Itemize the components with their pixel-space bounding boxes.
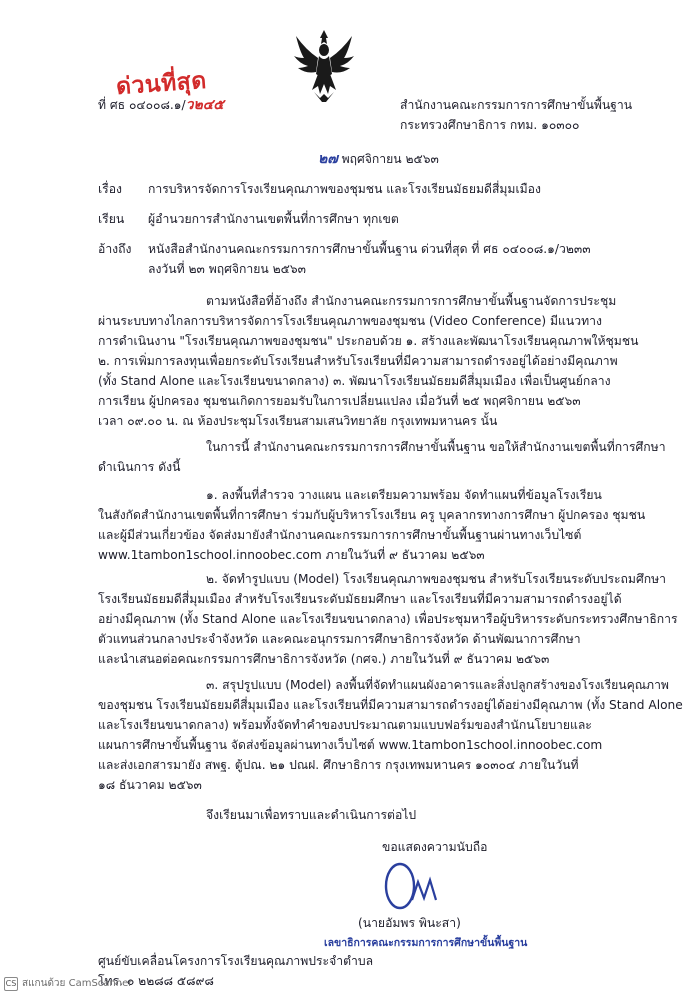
document-date — [318, 150, 439, 168]
item-line: www.1tambon1school.innoobec.com ภายในวันที่ ๙ ธันวาคม ๒๕๖๓ — [98, 548, 485, 562]
issuing-unit: ศูนย์ขับเคลื่อนโครงการโรงเรียนคุณภาพประจำตำบล — [98, 954, 374, 968]
reference-handwritten-number: ว๒๔๕ — [185, 97, 224, 113]
reference-line-1: หนังสือสำนักงานคณะกรรมการการศึกษาขั้นพื้นฐาน ด่วนที่สุด ที่ ศธ ๐๔๐๐๘.๑/ว๒๓๓ — [148, 242, 591, 256]
camscanner-watermark — [4, 976, 132, 991]
reference-number — [98, 96, 224, 114]
item-line: ของชุมชน โรงเรียนมัธยมดีสี่มุมเมือง และโรงเรียนที่มีความสามารถดำรงอยู่ได้อย่างมีคุณภาพ (ทั้ง Stand Alone — [98, 698, 683, 712]
signer-name: (นายอัมพร พินะสา) — [358, 916, 461, 930]
item-line: และผู้มีส่วนเกี่ยวข้อง จัดส่งมายังสำนักงานคณะกรรมการการศึกษาขั้นพื้นฐานผ่านทางเว็บไซต์ — [98, 528, 582, 542]
item-line: ๓. สรุปรูปแบบ (Model) ลงพื้นที่จัดทำแผนผังอาคารและสิ่งปลูกสร้างของโรงเรียนคุณภาพ — [206, 678, 669, 692]
handwritten-signature-icon — [378, 856, 458, 916]
paragraph-line: (ทั้ง Stand Alone และโรงเรียนขนาดกลาง) ๓. พัฒนาโรงเรียนมัธยมดีสี่มุมเมือง เพื่อเป็นศูนย์กลาง — [98, 374, 611, 388]
item-line: และนำเสนอต่อคณะกรรมการศึกษาธิการจังหวัด (กศจ.) ภายในวันที่ ๙ ธันวาคม ๒๕๖๓ — [98, 652, 550, 666]
paragraph-line: ในการนี้ สำนักงานคณะกรรมการการศึกษาขั้นพื้นฐาน ขอให้สำนักงานเขตพื้นที่การศึกษา — [206, 440, 666, 454]
item-line: โรงเรียนมัธยมดีสี่มุมเมือง สำหรับโรงเรียนระดับมัธยมศึกษา และโรงเรียนที่มีความสามารถดำรงอยู่ได้ — [98, 592, 622, 606]
office-name: สำนักงานคณะกรรมการการศึกษาขั้นพื้นฐาน — [400, 98, 633, 112]
regards-text: ขอแสดงความนับถือ — [382, 840, 488, 854]
item-line: ตัวแทนส่วนกลางประจำจังหวัด และคณะอนุกรรมการศึกษาธิการจังหวัด ด้านพัฒนาการศึกษา — [98, 632, 581, 646]
subject-text: การบริหารจัดการโรงเรียนคุณภาพของชุมชน และโรงเรียนมัธยมดีสี่มุมเมือง — [148, 182, 541, 196]
paragraph-line: ๒. การเพิ่มการลงทุนเพื่อยกระดับโรงเรียนสำหรับโรงเรียนที่มีความสามารถดำรงอยู่ได้อย่างมีคุณภาพ — [98, 354, 618, 368]
item-line: ในสังกัดสำนักงานเขตพื้นที่การศึกษา ร่วมกับผู้บริหารโรงเรียน ครู บุคลากรทางการศึกษา ผู้ปกครอง ชุมชน — [98, 508, 646, 522]
date-day-handwritten: ๒๗ — [318, 151, 338, 167]
office-address: กระทรวงศึกษาธิการ กทม. ๑๐๓๐๐ — [400, 118, 580, 132]
paragraph-line: ผ่านระบบทางไกลการบริหารจัดการโรงเรียนคุณภาพของชุมชน (Video Conference) มีแนวทาง — [98, 314, 602, 328]
reference-prefix: ที่ ศธ ๐๔๐๐๘.๑/ — [98, 98, 186, 112]
garuda-emblem-icon — [292, 28, 356, 104]
reference-line-2: ลงวันที่ ๒๓ พฤศจิกายน ๒๕๖๓ — [148, 262, 306, 276]
item-line: และโรงเรียนขนาดกลาง) พร้อมทั้งจัดทำคำของบประมาณตามแบบฟอร์มของสำนักนโยบายและ — [98, 718, 592, 732]
closing-sentence: จึงเรียนมาเพื่อทราบและดำเนินการต่อไป — [206, 808, 417, 822]
paragraph-line: การเรียน ผู้ปกครอง ชุมชนเกิดการยอมรับในการเปลี่ยนแปลง เมื่อวันที่ ๒๕ พฤศจิกายน ๒๕๖๓ — [98, 394, 581, 408]
item-line: แผนการศึกษาขั้นพื้นฐาน จัดส่งข้อมูลผ่านทางเว็บไซต์ www.1tambon1school.innoobec.com — [98, 738, 603, 752]
item-line: อย่างมีคุณภาพ (ทั้ง Stand Alone และโรงเรียนขนาดกลาง) เพื่อประชุมหารือผู้บริหารระดับกระทรวงศึกษาธิการ — [98, 612, 678, 626]
signer-title: เลขาธิการคณะกรรมการการศึกษาขั้นพื้นฐาน — [324, 937, 528, 949]
paragraph-line: ดำเนินการ ดังนี้ — [98, 460, 181, 474]
paragraph-line: การดำเนินงาน "โรงเรียนคุณภาพของชุมชน" ประกอบด้วย ๑. สร้างและพัฒนาโรงเรียนคุณภาพให้ชุมชน — [98, 334, 639, 348]
watermark-text: สแกนด้วย CamScanner — [22, 978, 133, 989]
item-line: และส่งเอกสารมายัง สพฐ. ตู้ปณ. ๒๑ ปณฝ. ศึกษาธิการ กรุงเทพมหานคร ๑๐๓๐๔ ภายในวันที่ — [98, 758, 579, 772]
camscanner-logo-icon: CS — [4, 977, 18, 991]
item-line: ๑๘ ธันวาคม ๒๕๖๓ — [98, 778, 202, 792]
contact-phone: โทร. ๐ ๒๒๘๘ ๕๘๙๘ — [98, 974, 214, 988]
reference-label: อ้างถึง — [98, 242, 132, 256]
paragraph-line: เวลา ๐๙.๐๐ น. ณ ห้องประชุมโรงเรียนสามเสนวิทยาลัย กรุงเทพมหานคร นั้น — [98, 414, 498, 428]
to-label: เรียน — [98, 212, 125, 226]
date-month-year: พฤศจิกายน ๒๕๖๓ — [341, 152, 439, 166]
item-line: ๑. ลงพื้นที่สำรวจ วางแผน และเตรียมความพร้อม จัดทำแผนที่ข้อมูลโรงเรียน — [206, 488, 602, 502]
paragraph-line: ตามหนังสือที่อ้างถึง สำนักงานคณะกรรมการการศึกษาขั้นพื้นฐานจัดการประชุม — [206, 294, 617, 308]
to-text: ผู้อำนวยการสำนักงานเขตพื้นที่การศึกษา ทุกเขต — [148, 212, 399, 226]
urgency-stamp: ด่วนที่สุด — [115, 67, 208, 101]
item-line: ๒. จัดทำรูปแบบ (Model) โรงเรียนคุณภาพของชุมชน สำหรับโรงเรียนระดับประถมศึกษา — [206, 572, 666, 586]
subject-label: เรื่อง — [98, 182, 122, 196]
